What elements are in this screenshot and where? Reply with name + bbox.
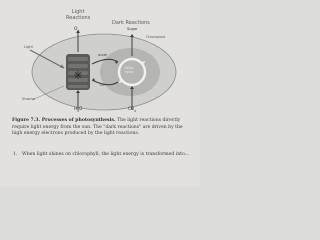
- textbook-page: [0, 0, 200, 187]
- light-burst: [74, 71, 82, 79]
- o2-label: $O_2$: [74, 27, 80, 33]
- co2-label: $CO_2$: [128, 106, 137, 113]
- nadph-label: NADPH: [98, 54, 108, 57]
- h2o-label: $H_2O$: [74, 106, 83, 113]
- photosynthesis-figure: [8, 6, 194, 114]
- atp-label: ATP: [100, 84, 105, 87]
- calvin-cycle-label: Calvin cycle: [124, 66, 134, 74]
- light-label: Light: [24, 45, 33, 49]
- light-reactions-label: Light Reactions: [66, 9, 91, 21]
- figure-caption: [12, 118, 192, 138]
- photosynthesis-diagram: [8, 6, 194, 114]
- stroma-label: Stroma: [22, 97, 35, 101]
- question-number: 1.: [13, 152, 18, 157]
- question-1: [13, 152, 192, 159]
- question-text: When light shines on chlorophyll, the light energy is transformed into...: [22, 152, 190, 157]
- chloroplast-label: Chloroplast: [146, 35, 166, 39]
- caption-body: The light reactions directly require light energy from the sun. The "dark reactions" are driven by the high energy electrons produced by the light reactions.: [12, 118, 183, 137]
- dark-reactions-label: Dark Reactions: [112, 20, 150, 26]
- sugar-label: Sugar: [127, 27, 138, 31]
- caption-title: Figure 7.3. Processes of photosynthesis.: [12, 118, 116, 123]
